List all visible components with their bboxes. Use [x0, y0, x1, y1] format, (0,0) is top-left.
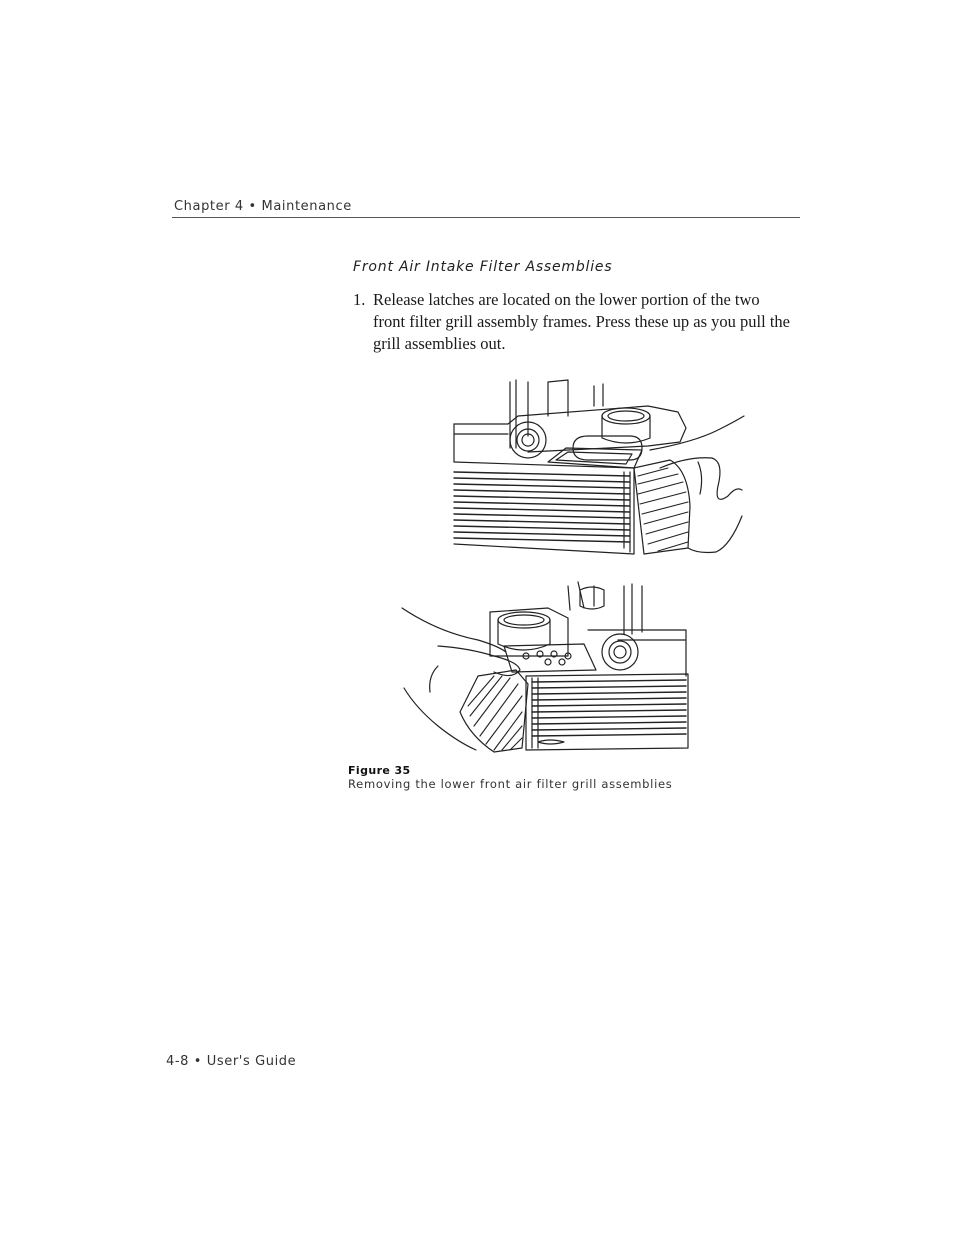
running-header: Chapter 4 • Maintenance — [174, 199, 352, 214]
step-1 — [353, 289, 793, 355]
filter-removal-illustration — [398, 376, 752, 756]
figure-caption: Removing the lower front air filter grill assemblies — [348, 777, 673, 791]
lower-grill-drawing — [402, 582, 688, 752]
footer-folio: 4-8 • User's Guide — [166, 1054, 297, 1069]
section-title: Front Air Intake Filter Assemblies — [353, 259, 613, 275]
step-text: Release latches are located on the lower portion of the two front filter grill assembly frames. Press these up as you pull the grill assemblies out. — [373, 290, 790, 353]
figure-label: Figure 35 — [348, 764, 411, 777]
header-rule — [172, 217, 800, 218]
step-number: 1. — [353, 290, 366, 309]
upper-grill-drawing — [454, 380, 744, 554]
